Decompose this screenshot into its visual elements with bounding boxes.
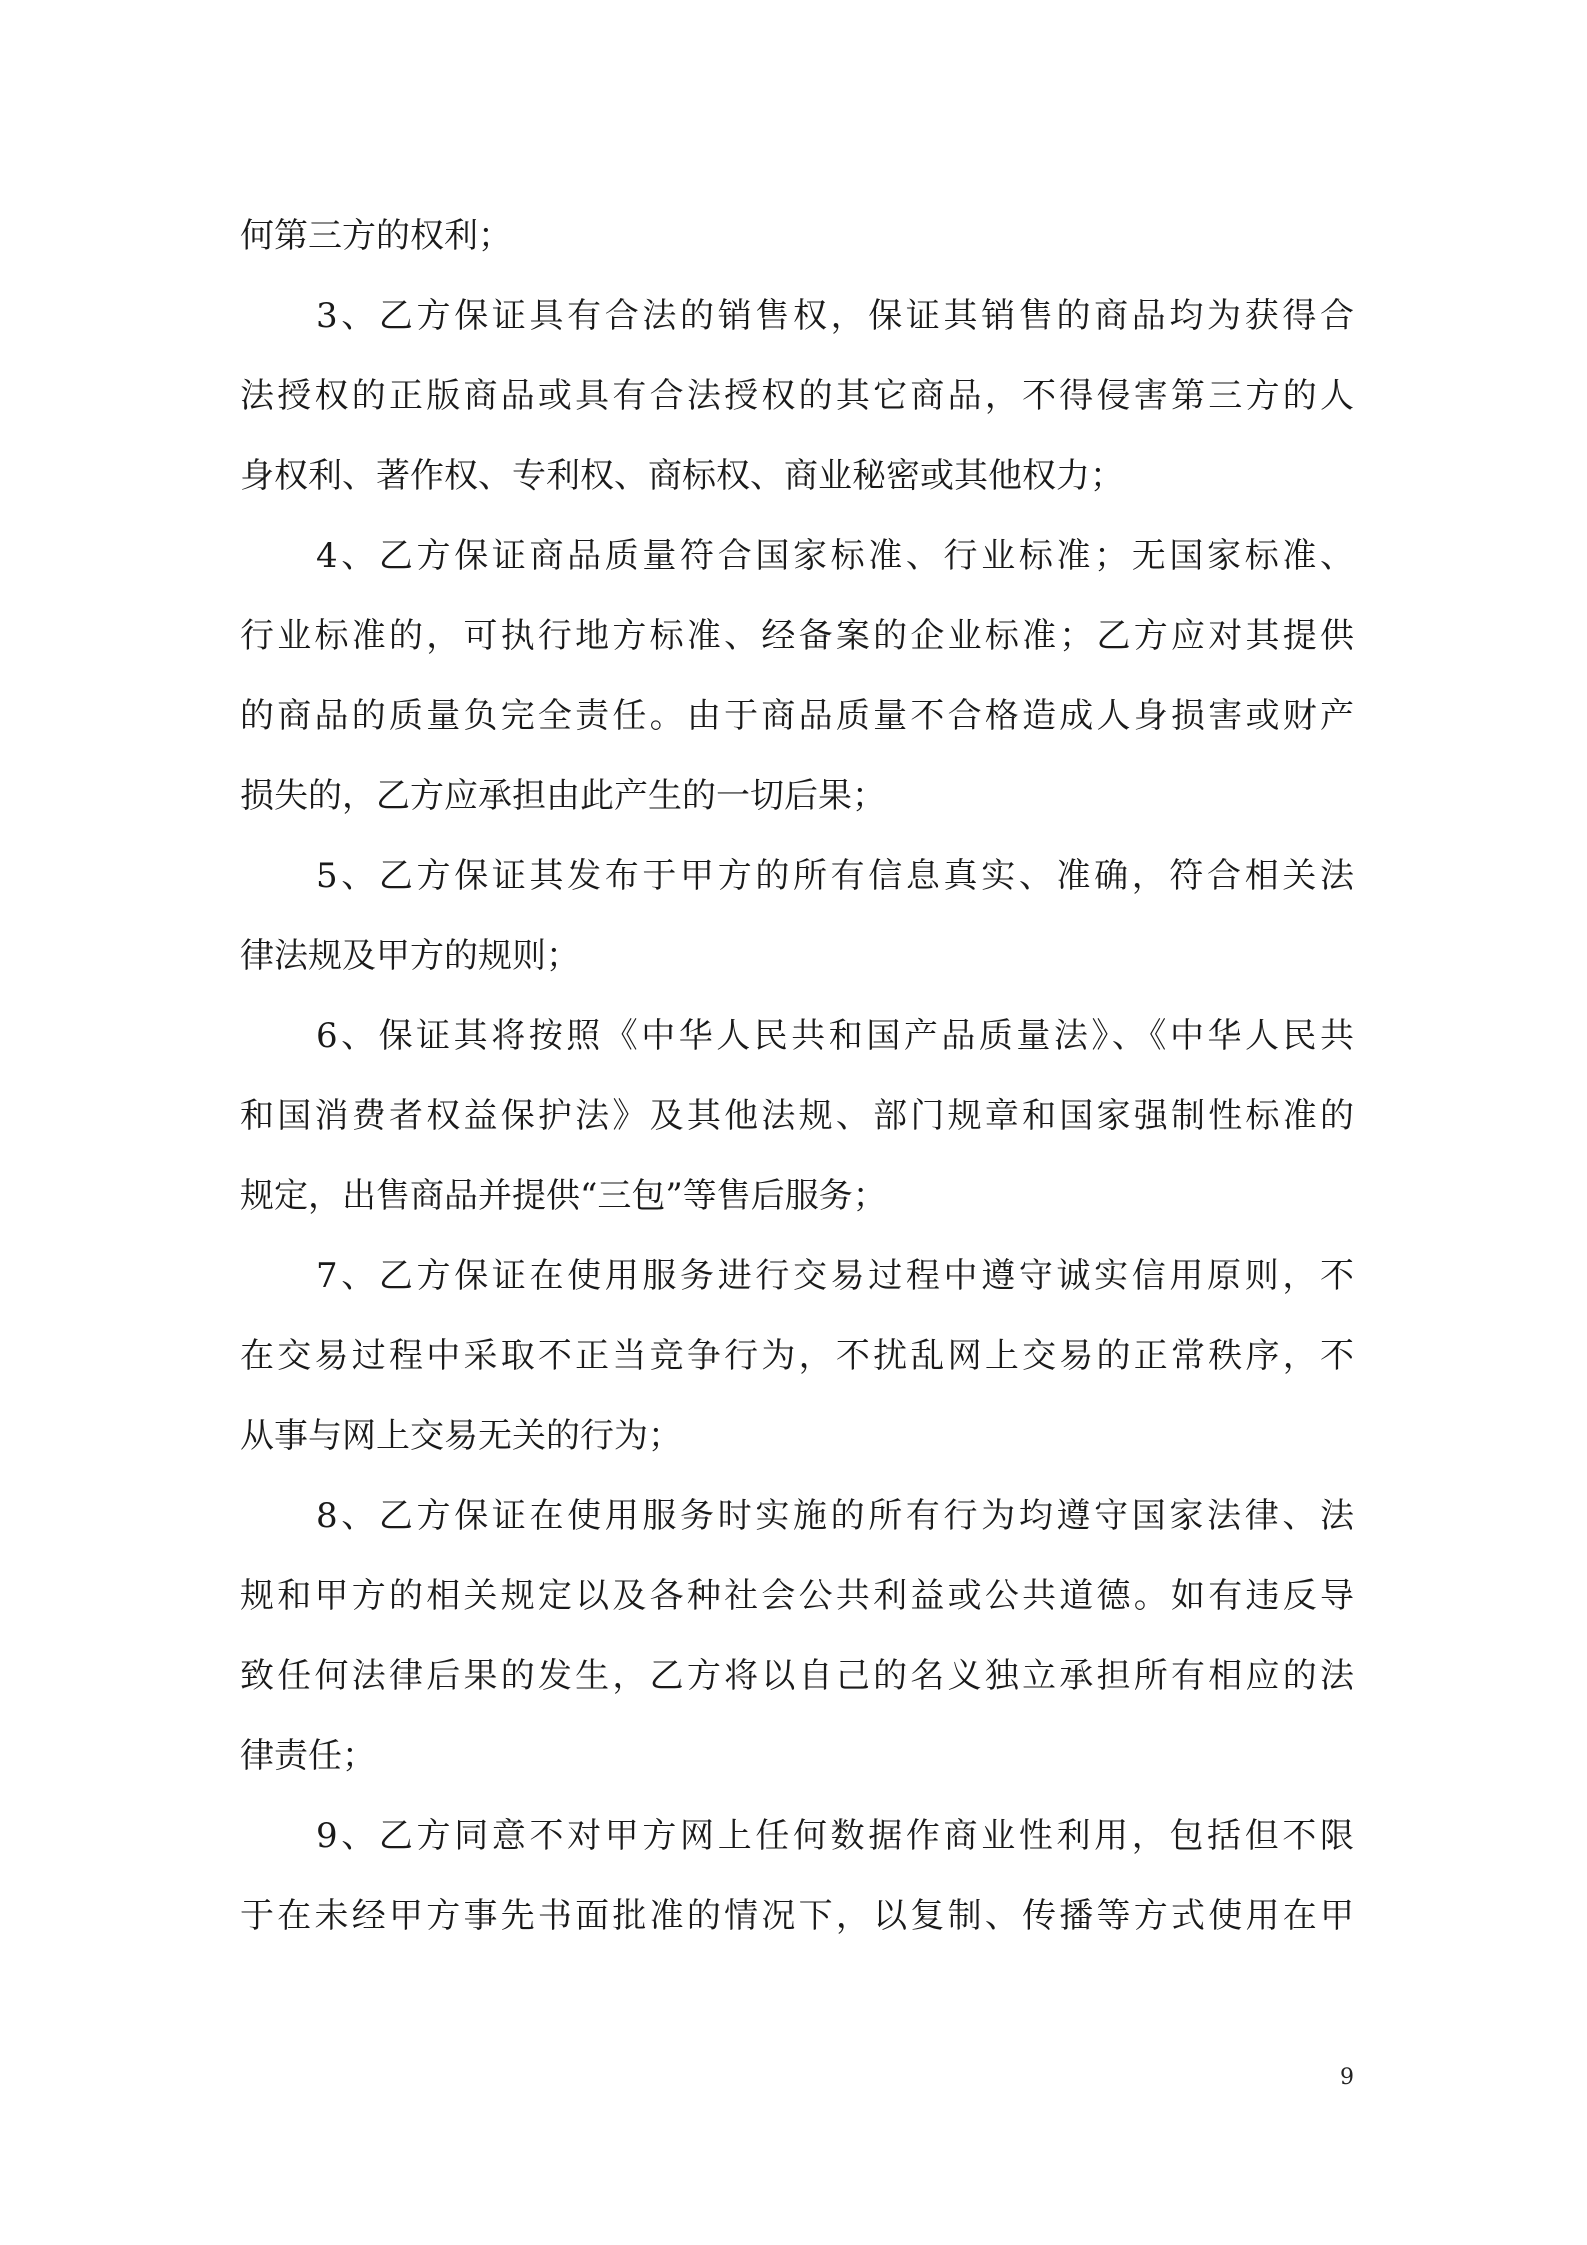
text-line: 3、乙方保证具有合法的销售权，保证其销售的商品均为获得合 <box>316 296 1354 336</box>
page-number: 9 <box>1340 2065 1354 2090</box>
text-line: 规定，出售商品并提供“三包”等售后服务； <box>240 1176 887 1216</box>
text-line: 行业标准的，可执行地方标准、经备案的企业标准；乙方应对其提供 <box>240 616 1354 656</box>
text-line: 何第三方的权利； <box>240 216 512 256</box>
text-line: 7、乙方保证在使用服务进行交易过程中遵守诚实信用原则，不 <box>316 1256 1354 1296</box>
text-line: 6、保证其将按照《中华人民共和国产品质量法》、《中华人民共 <box>316 1016 1354 1056</box>
text-line: 从事与网上交易无关的行为； <box>240 1416 682 1456</box>
text-line: 损失的，乙方应承担由此产生的一切后果； <box>240 776 886 816</box>
text-line: 在交易过程中采取不正当竞争行为，不扰乱网上交易的正常秩序，不 <box>240 1336 1354 1376</box>
text-line: 律法规及甲方的规则； <box>240 936 580 976</box>
text-line: 致任何法律后果的发生，乙方将以自己的名义独立承担所有相应的法 <box>240 1656 1354 1696</box>
text-line: 规和甲方的相关规定以及各种社会公共利益或公共道德。如有违反导 <box>240 1576 1354 1616</box>
text-line: 4、乙方保证商品质量符合国家标准、行业标准；无国家标准、 <box>316 536 1354 576</box>
text-line: 的商品的质量负完全责任。由于商品质量不合格造成人身损害或财产 <box>240 696 1354 736</box>
text-line: 于在未经甲方事先书面批准的情况下，以复制、传播等方式使用在甲 <box>240 1896 1354 1936</box>
text-line: 和国消费者权益保护法》及其他法规、部门规章和国家强制性标准的 <box>240 1096 1354 1136</box>
text-line: 法授权的正版商品或具有合法授权的其它商品，不得侵害第三方的人 <box>240 376 1354 416</box>
text-line: 律责任； <box>240 1736 376 1776</box>
text-line: 5、乙方保证其发布于甲方的所有信息真实、准确，符合相关法 <box>316 856 1354 896</box>
text-line: 身权利、著作权、专利权、商标权、商业秘密或其他权力； <box>240 456 1124 496</box>
text-line: 9、乙方同意不对甲方网上任何数据作商业性利用，包括但不限 <box>316 1816 1354 1856</box>
text-line: 8、乙方保证在使用服务时实施的所有行为均遵守国家法律、法 <box>316 1496 1354 1536</box>
